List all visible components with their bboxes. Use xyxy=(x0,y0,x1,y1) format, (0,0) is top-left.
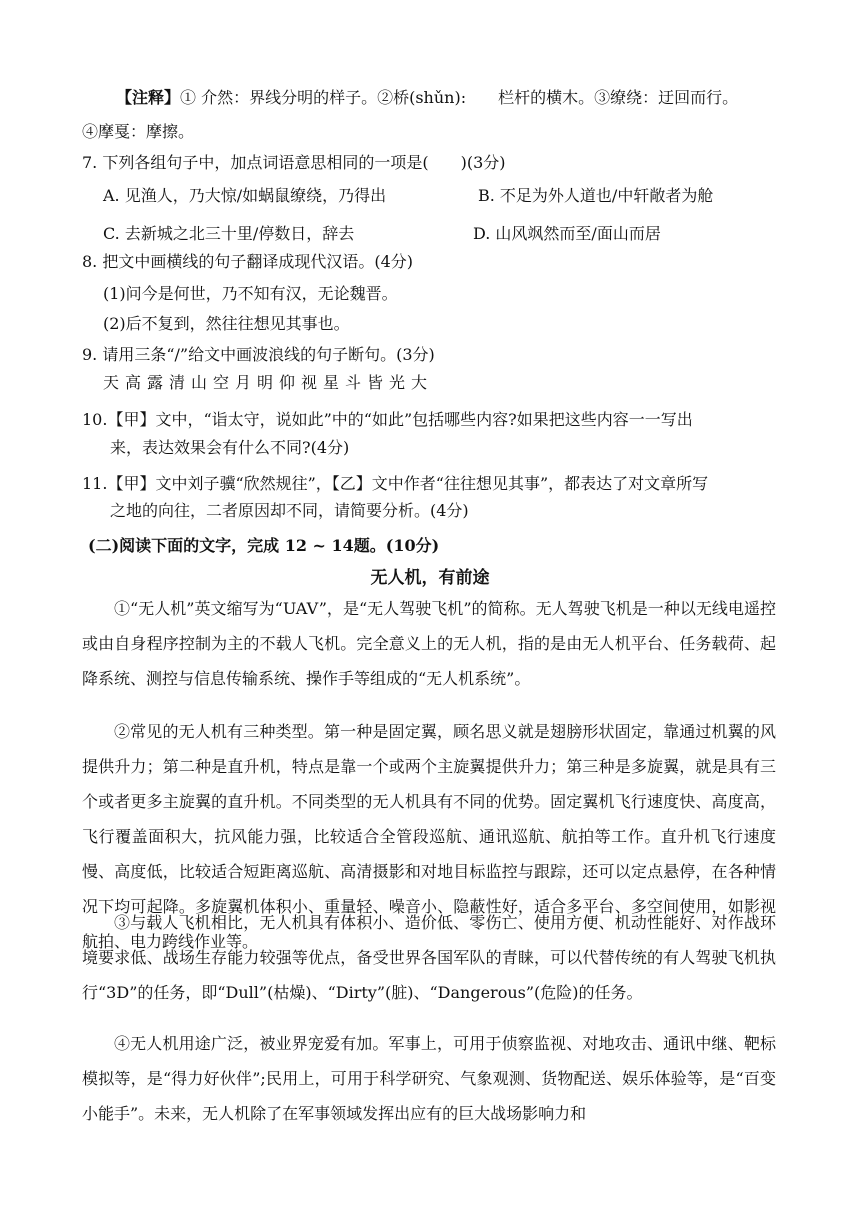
article-paragraph-2: ②常见的无人机有三种类型。第一种是固定翼，顾名思义就是翅膀形状固定，靠通过机翼的风提供升力；第二种是直升机，特点是靠一个或两个主旋翼提供升力；第三种是多旋翼，就是具有三个或者更多主旋翼的直升机。不同类型的无人机具有不同的优势。固定翼机飞行速度快、高度高，飞行覆盖面积大，抗风能力强，比较适合全管段巡航、通讯巡航、航拍等工作。直升机飞行速度慢、高度低，比较适合短距离巡航、高清摄影和对地目标监控与跟踪，还可以定点悬停，在各种情况下均可起降。多旋翼机体积小、重量轻、噪音小、隐蔽性好，适合多平台、多空间使用，如影视航拍、电力跨线作业等。 xyxy=(82,722,776,951)
question-8-stem: 8. 把文中画横线的句子翻译成现代汉语。(4分) xyxy=(82,252,414,271)
notes-line-1 xyxy=(116,87,738,109)
question-10-line-2: 来，表达效果会有什么不同?(4分) xyxy=(110,438,350,457)
question-11-line-1: 11.【甲】文中刘子骥“欣然规往”，【乙】文中作者“往往想见其事”，都表达了对文章所写 xyxy=(82,474,709,493)
notes-line-2: ④摩戛：摩擦。 xyxy=(82,122,195,141)
question-11-line-2: 之地的向往，二者原因却不同，请简要分析。(4分) xyxy=(110,501,469,520)
article-paragraph-4: ④无人机用途广泛，被业界宠爱有加。军事上，可用于侦察监视、对地攻击、通讯中继、靶标模拟等，是“得力好伙伴”;民用上，可用于科学研究、气象观测、货物配送、娱乐体验等，是“百变小能手”。未来，无人机除了在军事领域发挥出应有的巨大战场影响力和 xyxy=(82,1034,776,1123)
question-7-option-d: D. 山风飒然而至/面山而居 xyxy=(473,224,661,243)
article-title: 无人机，有前途 xyxy=(370,568,490,588)
article-paragraph-1: ①“无人机”英文缩写为“UAV”，是“无人驾驶飞机”的简称。无人驾驶飞机是一种以无线电遥控或由自身程序控制为主的不载人飞机。完全意义上的无人机，指的是由无人机平台、任务载荷、起降系统、测控与信息传输系统、操作手等组成的“无人机系统”。 xyxy=(82,599,776,688)
question-9-stem: 9. 请用三条“/”给文中画波浪线的句子断句。(3分) xyxy=(82,345,435,364)
article-paragraph-3: ③与载人飞机相比，无人机具有体积小、造价低、零伤亡、使用方便、机动性能好、对作战环境要求低、战场生存能力较强等优点，备受世界各国军队的青睐，可以代替传统的有人驾驶飞机执行“3D”的任务，即“Dull”(枯燥)、“Dirty”(脏)、“Dangerous”(危险)的任务。 xyxy=(82,913,776,1002)
question-8-sentence-2: (2)后不复到，然往往想见其事也。 xyxy=(103,314,350,333)
question-7-option-a: A. 见渔人，乃大惊/如蜗鼠缭绕，乃得出 xyxy=(103,186,387,205)
question-10-line-1: 10.【甲】文中，“诣太守，说如此”中的“如此”包括哪些内容?如果把这些内容一一写出 xyxy=(82,410,693,429)
question-9-text: 天高露清山空月明仰视星斗皆光大 xyxy=(103,373,434,392)
question-7-stem: 7. 下列各组句子中，加点词语意思相同的一项是( )(3分) xyxy=(82,153,506,172)
section-2-heading: (二)阅读下面的文字，完成 12 ~ 14题。(10分) xyxy=(88,536,440,555)
question-8-sentence-1: (1)问今是何世，乃不知有汉，无论魏晋。 xyxy=(103,284,398,303)
question-7-option-b: B. 不足为外人道也/中轩敞者为舱 xyxy=(478,186,714,205)
question-7-option-c: C. 去新城之北三十里/停数日，辞去 xyxy=(103,224,355,243)
notes-label: 【注释】 xyxy=(116,88,181,107)
notes-text-1: ① 介然：界线分明的样子。②桥(shǔn): 栏杆的横木。③缭绕：迂回而行。 xyxy=(180,88,739,107)
